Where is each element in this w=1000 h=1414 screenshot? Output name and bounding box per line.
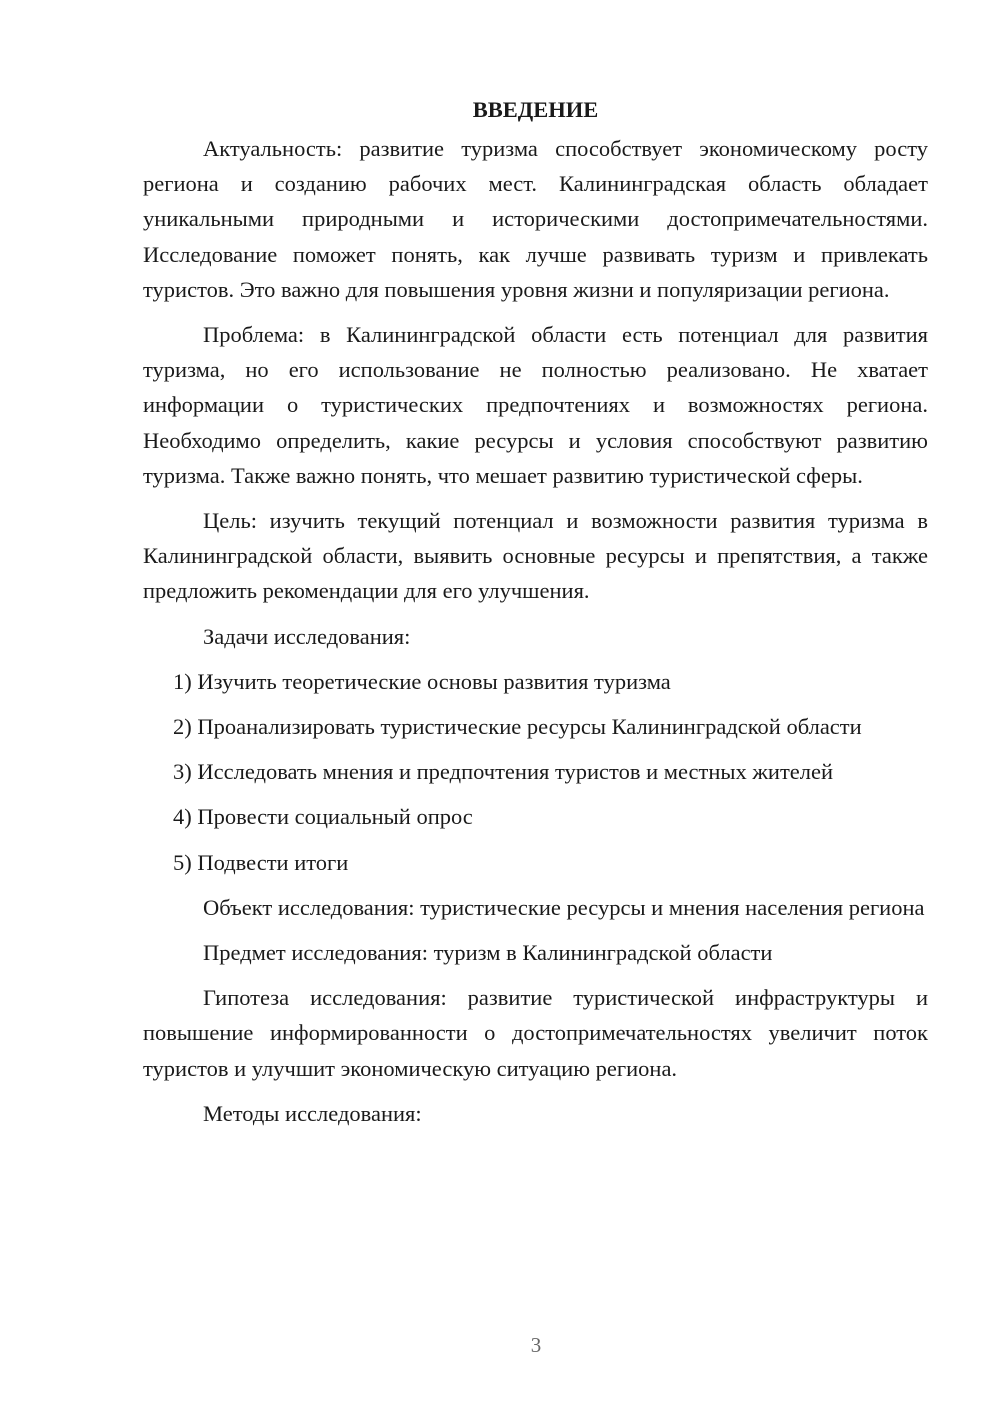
paragraph-goal: Цель: изучить текущий потенциал и возможности развития туризма в Калининградской области, выявить основные ресурсы и препятствия, а также предложить рекомендации для его улучшения. (143, 508, 928, 604)
paragraph-problem: Проблема: в Калининградской области есть потенциал для развития туризма, но его использование не полностью реализовано. Не хватает информации о туристических предпочтениях и возможностях региона. Необходимо определить, какие ресурсы и условия способствуют развитию туризма. Также важно понять, что мешает развитию туристической сферы. (143, 322, 928, 488)
tasks-heading: Задачи исследования: (203, 623, 411, 649)
paragraph-subject: Предмет исследования: туризм в Калининградской области (203, 940, 773, 966)
task-item-5: 5) Подвести итоги (173, 849, 349, 875)
task-item-4: 4) Провести социальный опрос (173, 804, 473, 830)
document-body (143, 92, 928, 1141)
paragraph-object: Объект исследования: туристические ресурсы и мнения населения региона (203, 894, 925, 920)
section-title: ВВЕДЕНИЕ (472, 97, 599, 122)
task-item-1: 1) Изучить теоретические основы развития туризма (173, 668, 671, 694)
paragraph-relevance: Актуальность: развитие туризма способствует экономическому росту региона и созданию рабочих мест. Калининградская область обладает уникальными природными и историческими достопримечательностями. Исследование поможет понять, как лучше развивать туризм и привлекать туристов. Это важно для повышения уровня жизни и популяризации региона. (143, 136, 928, 302)
paragraph-hypothesis: Гипотеза исследования: развитие туристической инфраструктуры и повышение информированности о достопримечательностях увеличит поток туристов и улучшит экономическую ситуацию региона. (143, 985, 928, 1081)
task-item-2: 2) Проанализировать туристические ресурсы Калининградской области (173, 714, 862, 740)
task-item-3: 3) Исследовать мнения и предпочтения туристов и местных жителей (173, 759, 834, 785)
methods-heading: Методы исследования: (203, 1100, 422, 1126)
page-number: 3 (530, 1333, 542, 1357)
